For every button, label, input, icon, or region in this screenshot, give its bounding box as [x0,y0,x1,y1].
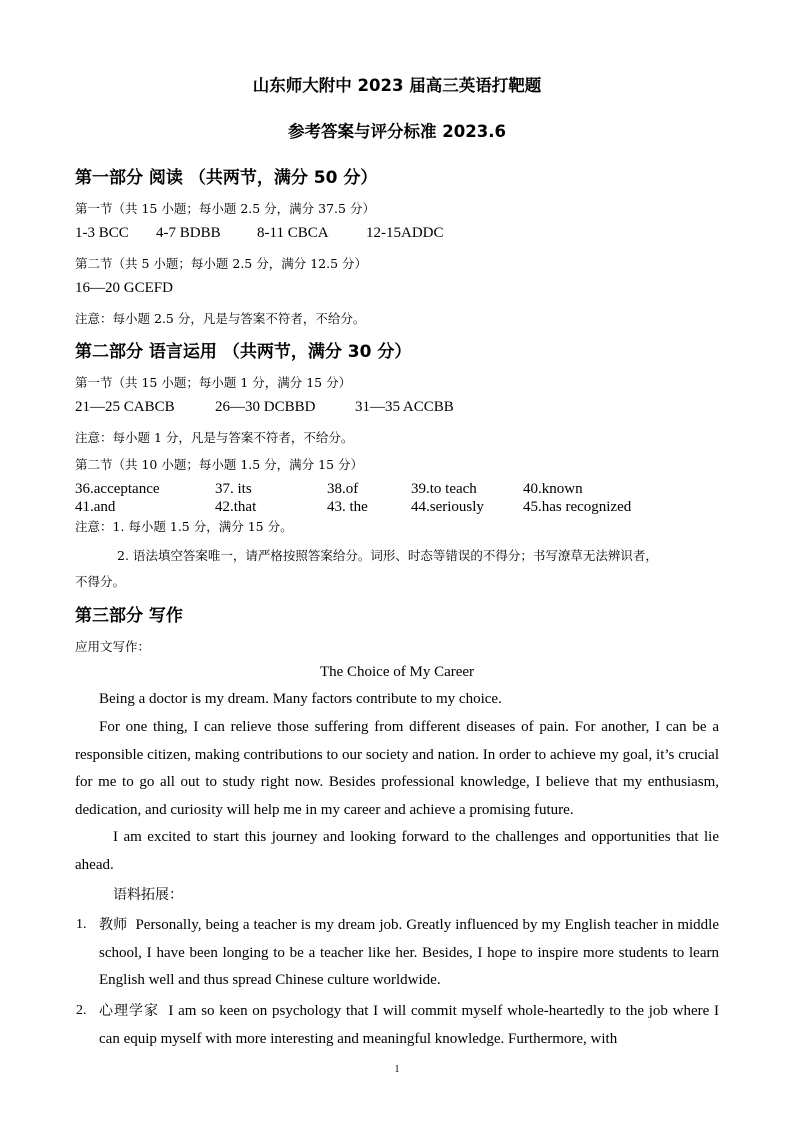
part1-remark: 注意：每小题 2.5 分，凡是与答案不符者，不给分。 [75,311,366,326]
part2-answer-26-30: 26—30 DCBBD [215,399,316,415]
part2-heading: 第二部分 语言运用 （共两节，满分 30 分） [75,342,412,362]
list-item-keyword: 教师 [99,917,128,933]
answer-41: 41.and [75,499,116,515]
essay-paragraph-3: I am excited to start this journey and looking forward to the challenges and opportunities that lie ahead. [75,829,719,873]
part2-section2-note: 第二节（共 10 小题；每小题 1.5 分，满分 15 分） [75,457,364,472]
part2-remark-1: 注意：1. 每小题 1.5 分，满分 15 分。 [75,519,293,534]
answer-45: 45.has recognized [523,499,632,515]
part1-section1-note: 第一节（共 15 小题；每小题 2.5 分，满分 37.5 分） [75,201,375,216]
essay-paragraph-1: Being a doctor is my dream. Many factors contribute to my choice. [99,691,502,707]
essay-paragraph-2: For one thing, I can relieve those suffering from different diseases of pain. For another, I can be a responsible citizen, making contributions to our society and nation. In order to achieve my goal, it’s crucial for me to go all out to study right now. Besides professional knowledge, I believe that my enthusiasm, dedication, and curiosity will help me in my career and achieve a promising future. [75,719,719,818]
answer-42: 42.that [215,499,257,515]
essay-title: The Choice of My Career [319,664,475,680]
list-item-text: Personally, being a teacher is my dream job. Greatly influenced by my English teacher in middle school, I have been longing to be a teacher like her. Besides, I hope to inspire more students to learn English well and thus spread Chinese culture worldwide. [99,917,720,988]
part1-answer-12-15: 12-15ADDC [366,225,444,241]
answer-39: 39.to teach [411,481,477,497]
part2-remark-2-cont: 不得分。 [75,574,126,589]
list-item-keyword: 心理学家 [99,1003,159,1019]
answer-40: 40.known [523,481,583,497]
list-item-number: 1. [76,917,87,932]
part1-answer-1-3: 1-3 BCC [75,225,129,241]
list-item-text: I am so keen on psychology that I will commit myself whole-heartedly to the job where I can equip myself with more interesting and meaningful knowledge. Furthermore, with [99,1003,719,1047]
part3-label: 应用文写作： [75,639,151,654]
part2-answer-21-25: 21—25 CABCB [75,399,175,415]
page-number: 1 [394,1064,400,1075]
part2-remark-2: 2. 语法填空答案唯一，请严格按照答案给分。词形、时态等错误的不得分；书写潦草无法辨识者， [117,548,658,563]
extension-label: 语料拓展： [113,887,183,903]
part2-section1-note: 第一节（共 15 小题；每小题 1 分，满分 15 分） [75,375,352,390]
part1-section2-note: 第二节（共 5 小题；每小题 2.5 分，满分 12.5 分） [75,256,368,271]
part1-answer-16-20: 16—20 GCEFD [75,280,173,296]
answer-37: 37. its [215,481,252,497]
answer-38: 38.of [327,481,359,497]
answer-43: 43. the [327,499,368,515]
answer-44: 44.seriously [411,499,484,515]
part3-heading: 第三部分 写作 [75,606,183,626]
list-item [99,912,719,995]
answer-36: 36.acceptance [75,481,160,497]
part1-answer-8-11: 8-11 CBCA [257,225,329,241]
part1-heading: 第一部分 阅读 （共两节，满分 50 分） [75,168,378,188]
document-title: 山东师大附中 2023 届高三英语打靶题 [252,76,542,95]
document-subtitle: 参考答案与评分标准 2023.6 [288,122,506,141]
list-item-number: 2. [76,1003,87,1018]
part2-section1-remark: 注意：每小题 1 分，凡是与答案不符者，不给分。 [75,430,354,445]
list-item [99,998,719,1053]
part2-answer-31-35: 31—35 ACCBB [355,399,454,415]
part1-answer-4-7: 4-7 BDBB [156,225,221,241]
